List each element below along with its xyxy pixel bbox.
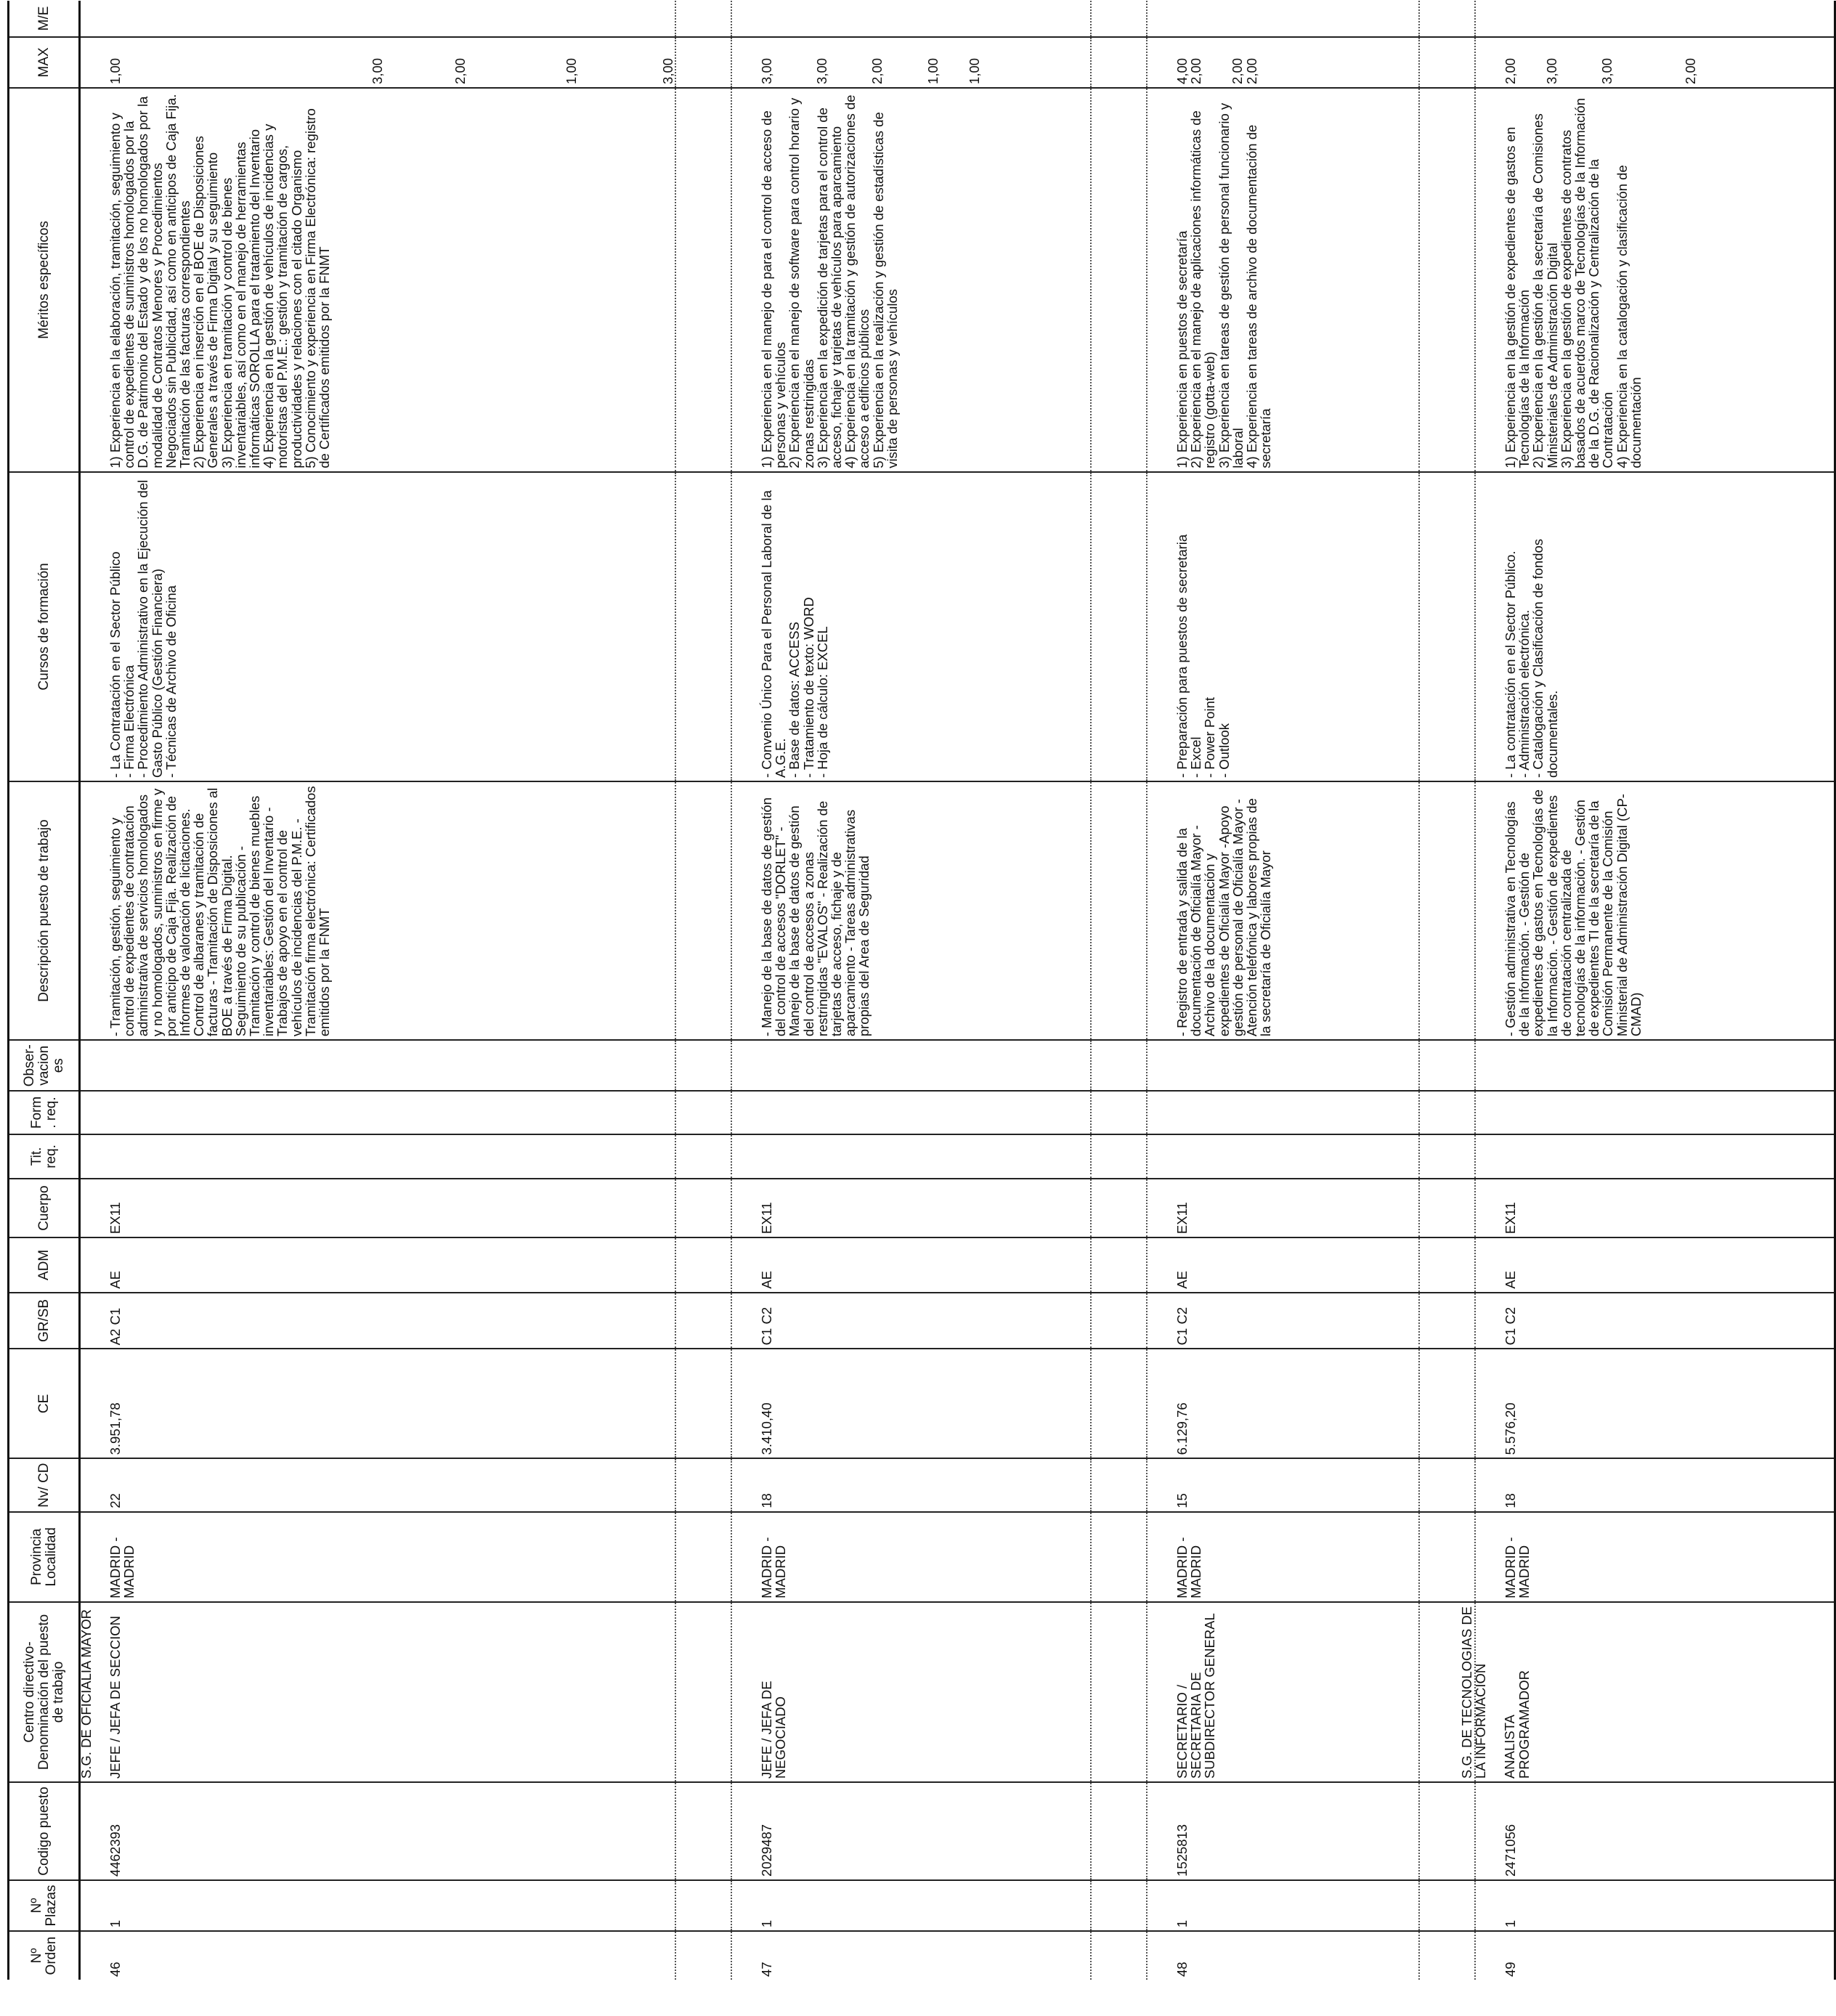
cell-orden: 47 bbox=[731, 1931, 1091, 1980]
cell-meritos bbox=[731, 88, 1091, 472]
cell-adm: AE bbox=[80, 1237, 675, 1293]
merito-item: 3) Experiencia en la expedición de tarjetas para el control de acceso, fichaje y tarjetas de vehículos para aparcamiento bbox=[814, 107, 844, 468]
denominacion: ANALISTA PROGRAMADOR bbox=[1502, 1670, 1532, 1779]
curso-item: - Convenio Único Para el Personal Laboral de la A.G.E. bbox=[758, 490, 789, 779]
cell-plazas: 1 bbox=[80, 1880, 675, 1931]
cell-me bbox=[80, 1, 675, 37]
merito-item: 1) Experiencia en puestos de secretaría bbox=[1174, 230, 1190, 468]
max-item: 3,00 bbox=[814, 57, 830, 84]
cell-orden: 46 bbox=[80, 1931, 675, 1980]
merito-item: 2) Experiencia en el manejo de software para control horario y zonas restringidas bbox=[787, 97, 816, 468]
cell-meritos bbox=[1475, 88, 1835, 472]
cell-adm: AE bbox=[731, 1237, 1091, 1293]
max-item: 2,00 bbox=[1230, 57, 1246, 84]
header-ce: CE bbox=[9, 1349, 80, 1458]
max-item: 2,00 bbox=[869, 57, 885, 84]
merito-item: 4) Experiencia en la tramitación y gestión de autorizaciones de acceso a edificios públicos bbox=[842, 94, 872, 468]
cell-cursos bbox=[80, 472, 675, 781]
cell-ce: 3.951,78 bbox=[80, 1349, 675, 1458]
max-item: 1,00 bbox=[925, 57, 941, 84]
header-centro: Centro directivo- Denominación del puesto de trabajo bbox=[9, 1602, 80, 1782]
denominacion: SECRETARIO / SECRETARIA DE SUBDIRECTOR GENERAL bbox=[1174, 1613, 1218, 1779]
curso-item: - Catalogación y Clasificación de fondos documentales. bbox=[1530, 538, 1560, 779]
centro-directivo: S.G. DE TECNOLOGIAS DE LA INFORMACION bbox=[1458, 1606, 1489, 1779]
cell-observaciones bbox=[731, 1040, 1091, 1091]
merito-item: 2) Experiencia en inserción en el BOE de Disposiciones Generales a través de Firma Digital y su seguimiento bbox=[191, 136, 221, 468]
table-row bbox=[731, 1, 1091, 1980]
cell-me bbox=[731, 1, 1091, 37]
cell-plazas: 1 bbox=[1475, 1880, 1835, 1931]
header-orden: Nº Orden bbox=[9, 1931, 80, 1980]
cell-codigo: 1525813 bbox=[1147, 1782, 1419, 1880]
merito-item: 2) Experiencia en la gestión de la secretaría de Comisiones Ministeriales de Administración Digital bbox=[1530, 113, 1560, 468]
merito-item: 5) Conocimiento y experiencia en Firma Electrónica: registro de Certificados emitidos por la FNMT bbox=[302, 108, 333, 468]
cell-titulacion bbox=[80, 1134, 675, 1179]
max-item: 3,00 bbox=[370, 57, 386, 84]
merito-item: 4) Experiencia en tareas de archivo de documentación de secretaría bbox=[1243, 124, 1274, 468]
cell-max bbox=[1475, 37, 1835, 88]
max-item: 4,00 bbox=[1174, 57, 1190, 84]
merito-item: 3) Experiencia en tramitación y control de bienes inventariables, así como en el manejo de herramientas informáticas SOROLLA para el tratamiento del Inventario bbox=[219, 129, 263, 468]
cell-formacion bbox=[80, 1091, 675, 1134]
merito-item: 4) Experiencia en la gestión de vehículos de incidencias y motoristas del P.M.E.: gestión y tramitación de cargos, productividades y relaciones con el citado Organismo bbox=[261, 123, 304, 468]
cell-adm: AE bbox=[1147, 1237, 1419, 1293]
max-item: 2,00 bbox=[452, 57, 468, 84]
cell-nivel: 15 bbox=[1147, 1458, 1419, 1511]
cell-meritos bbox=[80, 88, 675, 472]
cell-ce: 5.576,20 bbox=[1475, 1349, 1835, 1458]
merito-item: 1) Experiencia en el manejo de para el control de acceso de personas y vehículos bbox=[758, 110, 789, 468]
cell-nivel: 18 bbox=[1475, 1458, 1835, 1511]
cell-formacion bbox=[1475, 1091, 1835, 1134]
cell-grupo: A2 C1 bbox=[80, 1293, 675, 1349]
header-nivel: Nv/ CD bbox=[9, 1458, 80, 1511]
header-descripcion: Descripción puesto de trabajo bbox=[9, 781, 80, 1040]
max-item: 1,00 bbox=[107, 57, 123, 84]
header-provincia: Provincia Localidad bbox=[9, 1512, 80, 1602]
curso-item: - Hoja de cálculo: EXCEL bbox=[814, 626, 830, 779]
cell-descripcion: - Gestión administrativa en Tecnologías de la Información. - Gestión de expedientes de gastos en Tecnologías de la Información. - Gestión de expedientes de contratación centralizada de tecnologías de la información. - Gestión de expedientes TI de la secretaría de la Comisión Permanente de la Comisión Ministerial de Administración Digital (CP-CMAD) bbox=[1475, 781, 1835, 1040]
cell-cuerpo: EX11 bbox=[1475, 1179, 1835, 1237]
cell-ce: 6.129,76 bbox=[1147, 1349, 1419, 1458]
cell-ce: 3.410,40 bbox=[731, 1349, 1091, 1458]
cell-orden: 48 bbox=[1147, 1931, 1419, 1980]
cell-titulacion bbox=[731, 1134, 1091, 1179]
table-row bbox=[1475, 1, 1835, 1980]
max-item: 3,00 bbox=[758, 57, 774, 84]
cell-nivel: 22 bbox=[80, 1458, 675, 1511]
curso-item: - Outlook bbox=[1216, 723, 1232, 779]
merito-item: 3) Experiencia en tareas de gestión de personal funcionario y laboral bbox=[1216, 102, 1246, 468]
cell-descripcion: - Manejo de la base de datos de gestión del control de accesos "DORLET" - Manejo de la base de datos de gestión del control de accesos a zonas restringidas "EVALOS" - Realización de tarjetas de acceso, fichaje y de aparcamiento - Tareas administrativas propias del Area de Seguridad bbox=[731, 781, 1091, 1040]
positions-table bbox=[7, 1, 1836, 1980]
curso-item: - Procedimiento Administrativo en la Ejecución del Gasto Público (Gestión Financiera) bbox=[135, 479, 165, 779]
max-item: 2,00 bbox=[1502, 57, 1518, 84]
header-formacion: Form. req. bbox=[9, 1091, 80, 1134]
cell-codigo: 2471056 bbox=[1475, 1782, 1835, 1880]
cell-grupo: C1 C2 bbox=[1147, 1293, 1419, 1349]
max-item: 2,00 bbox=[1682, 57, 1698, 84]
merito-item: 1) Experiencia en la gestión de expedientes de gastos en Tecnologías de la Información bbox=[1502, 126, 1532, 468]
cell-formacion bbox=[731, 1091, 1091, 1134]
cell-provincia: MADRID - MADRID bbox=[1475, 1512, 1835, 1602]
spacer-row bbox=[675, 1, 731, 1980]
merito-item: 5) Experiencia en la realización y gestión de estadísticas de visita de personas y vehículos bbox=[870, 112, 900, 468]
curso-item: - Base de datos: ACCESS bbox=[787, 622, 803, 779]
cell-me bbox=[1147, 1, 1419, 37]
header-max: MAX bbox=[9, 37, 80, 88]
max-item: 2,00 bbox=[1243, 57, 1259, 84]
cell-centro bbox=[731, 1602, 1091, 1782]
header-adm: ADM bbox=[9, 1237, 80, 1293]
header-grupo: GR/SB bbox=[9, 1293, 80, 1349]
merito-item: 1) Experiencia en la elaboración, tramitación, seguimiento y control de expedientes de suministros homologados por la D.G. de Patrimonio del Estado y de los no homologados por la modalidad de Contratos Menores y Procedimientos Negociados sin Publicidad, así como en anticipos de Caja Fija. Tramitación de las facturas correspondientes bbox=[107, 94, 193, 468]
merito-item: 3) Experiencia en la gestión de expedientes de contratos basados de acuerdos marco de Tecnologías de la Información de la D.G. de Racionalización y Centralización de la Contratación bbox=[1558, 98, 1616, 468]
cell-codigo: 4462393 bbox=[80, 1782, 675, 1880]
max-item: 3,00 bbox=[1544, 57, 1560, 84]
cell-plazas: 1 bbox=[731, 1880, 1091, 1931]
cell-observaciones bbox=[80, 1040, 675, 1091]
cell-max bbox=[1147, 37, 1419, 88]
header-observaciones: Obser- vaciones bbox=[9, 1040, 80, 1091]
cell-centro bbox=[1147, 1602, 1419, 1782]
curso-item: - Firma Electrónica bbox=[121, 664, 137, 779]
curso-item: - Excel bbox=[1188, 736, 1204, 779]
merito-item: 4) Experiencia en la catalogación y clasificación de documentación bbox=[1614, 165, 1644, 468]
cell-nivel: 18 bbox=[731, 1458, 1091, 1511]
cell-grupo: C1 C2 bbox=[731, 1293, 1091, 1349]
cell-cursos bbox=[1147, 472, 1419, 781]
table-row bbox=[80, 1, 675, 1980]
max-item: 1,00 bbox=[563, 57, 579, 84]
cell-observaciones bbox=[1147, 1040, 1419, 1091]
spacer-row bbox=[1091, 1, 1147, 1980]
curso-item: - Power Point bbox=[1202, 697, 1218, 779]
cell-codigo: 2029487 bbox=[731, 1782, 1091, 1880]
cell-max bbox=[80, 37, 675, 88]
cell-centro bbox=[80, 1602, 675, 1782]
cell-max bbox=[731, 37, 1091, 88]
denominacion: JEFE / JEFA DE SECCION bbox=[107, 1615, 123, 1779]
cell-cursos bbox=[1475, 472, 1835, 781]
cell-formacion bbox=[1147, 1091, 1419, 1134]
header-titulacion: Tit. req. bbox=[9, 1134, 80, 1179]
cell-me bbox=[1475, 1, 1835, 37]
cell-plazas: 1 bbox=[1147, 1880, 1419, 1931]
cell-grupo: C1 C2 bbox=[1475, 1293, 1835, 1349]
denominacion: JEFE / JEFA DE NEGOCIADO bbox=[758, 1680, 789, 1779]
curso-item: - Tratamiento de texto: WORD bbox=[800, 597, 816, 779]
header-me: M/E bbox=[9, 1, 80, 37]
cell-titulacion bbox=[1147, 1134, 1419, 1179]
curso-item: - Administración electrónica. bbox=[1516, 609, 1532, 779]
cell-adm: AE bbox=[1475, 1237, 1835, 1293]
cell-cursos bbox=[731, 472, 1091, 781]
max-item: 1,00 bbox=[966, 57, 982, 84]
curso-item: - Técnicas de Archivo de Oficina bbox=[163, 585, 179, 779]
header-cuerpo: Cuerpo bbox=[9, 1179, 80, 1237]
cell-orden: 49 bbox=[1475, 1931, 1835, 1980]
cell-cuerpo: EX11 bbox=[1147, 1179, 1419, 1237]
header-meritos: Méritos específicos bbox=[9, 88, 80, 472]
header-plazas: Nº Plazas bbox=[9, 1880, 80, 1931]
header-cursos: Cursos de formación bbox=[9, 472, 80, 781]
cell-cuerpo: EX11 bbox=[731, 1179, 1091, 1237]
cell-titulacion bbox=[1475, 1134, 1835, 1179]
cell-centro bbox=[1458, 1602, 1835, 1782]
curso-item: - Preparación para puestos de secretaria bbox=[1174, 534, 1190, 779]
cell-provincia: MADRID - MADRID bbox=[1147, 1512, 1419, 1602]
max-item: 2,00 bbox=[1188, 57, 1204, 84]
max-item: 3,00 bbox=[1599, 57, 1615, 84]
merito-item: 2) Experiencia en el manejo de aplicaciones informáticas de registro (gotta-web) bbox=[1188, 110, 1218, 468]
max-item: 3,00 bbox=[659, 57, 675, 84]
cell-provincia: MADRID - MADRID bbox=[731, 1512, 1091, 1602]
centro-directivo: S.G. DE OFICIALIA MAYOR bbox=[78, 1609, 94, 1779]
curso-item: - La contratación en el Sector Público. bbox=[1502, 550, 1518, 779]
cell-descripcion: - Registro de entrada y salida de la documentación de Oficialía Mayor - Archivo de la documentación y expedientes de Oficialía Mayor -Apoyo gestión de personal de Oficialía Mayor - Atención telefónica y labores propias de la secretaría de Oficialía Mayor bbox=[1147, 781, 1419, 1040]
table-row bbox=[1147, 1, 1419, 1980]
cell-provincia: MADRID - MADRID bbox=[80, 1512, 675, 1602]
cell-cuerpo: EX11 bbox=[80, 1179, 675, 1237]
cell-descripcion: - Tramitación, gestión, seguimiento y control de expedientes de contratación administrativa de servicios homologados y no homologados, suministros en firme y por anticipo de Caja Fija. Realización de Informes de valoración de licitaciones. Control de albaranes y tramitación de facturas - Tramitación de Disposiciones al BOE a través de Firma Digital. Seguimiento de su publicación - Tramitación y control de bienes muebles inventariables: Gestión del Inventario - Trabajos de apoyo en el control de vehículos de incidencias del P.M.E. - Tramitación firma electrónica: Certificados emitidos por la FNMT bbox=[80, 781, 675, 1040]
cell-meritos bbox=[1147, 88, 1419, 472]
table-header bbox=[9, 1, 80, 1980]
header-codigo: Codigo puesto bbox=[9, 1782, 80, 1880]
curso-item: - La Contratación en el Sector Público bbox=[107, 551, 123, 779]
cell-observaciones bbox=[1475, 1040, 1835, 1091]
